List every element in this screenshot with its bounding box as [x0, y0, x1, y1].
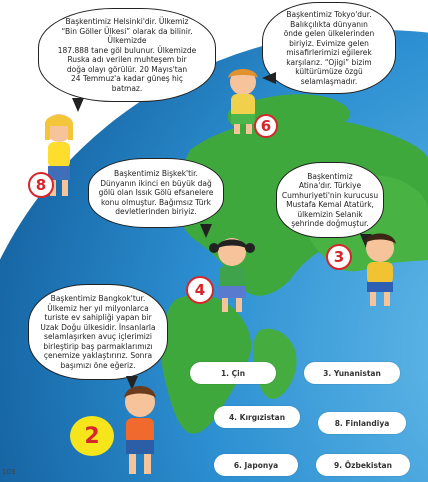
option-kyrgyzstan[interactable] — [214, 406, 300, 428]
option-kyrgyzstan-label: 4. Kırgızistan — [228, 412, 286, 422]
option-greece-label: 3. Yunanistan — [323, 368, 381, 378]
number-badge-4 — [186, 276, 214, 304]
speech-bubble-finland — [38, 8, 216, 102]
kid-figure-thailand — [110, 384, 170, 480]
option-china-label: 1. Çin — [220, 368, 246, 378]
bubble-text-japan: Başkentimiz Tokyo'dur. Balıkçılıkta dünyanın önde gelen ülkelerinden biriyiz. Evimize gelen misafirlerimizi eğilerek karşılarız. “Ojigi” bizim kültürümüze özgü selamlaşmadır. — [283, 10, 375, 86]
bubble-text-finland: Başkentimiz Helsinki'dir. Ülkemiz “Bin Göller Ülkesi” olarak da bilinir. Ülkemizde 187.888 tane göl bulunur. Ülkemizde Ruska adı verilen muhteşem bir doğa olayı görülür. 20 Mayıs'tan 24 Temmuz'a kadar güneş hiç batmaz. — [57, 17, 197, 93]
number-badge-6 — [254, 114, 278, 138]
option-japan-label: 6. Japonya — [233, 460, 279, 470]
number-4-label: 4 — [194, 281, 206, 299]
number-badge-3 — [326, 244, 352, 270]
option-finland[interactable] — [318, 412, 406, 434]
option-finland-label: 8. Finlandiya — [334, 418, 390, 428]
bubble-text-kyrgyzstan: Başkentimiz Bişkek'tir. Dünyanın ikinci en büyük dağ gölü olan Issık Gölü efsanelere konu olmuştur. Bağımsız Türk devletlerinden biriyiz. — [98, 169, 214, 217]
bubble-text-greece: Başkentimiz Atina'dır. Türkiye Cumhuriyeti'nin kurucusu Mustafa Kemal Atatürk, ülkemizin Selanik şehrinde doğmuştur. — [281, 171, 379, 228]
kid-figure-kyrgyzstan — [204, 236, 260, 316]
page-number: 103 — [2, 468, 16, 476]
speech-bubble-greece — [276, 162, 384, 238]
kid-figure-greece — [350, 232, 410, 312]
number-2-label: 2 — [84, 423, 100, 449]
number-badge-2 — [70, 416, 114, 456]
number-8-label: 8 — [35, 176, 47, 194]
speech-bubble-japan — [262, 2, 396, 94]
speech-bubble-thailand — [28, 284, 168, 380]
speech-bubble-kyrgyzstan — [88, 158, 224, 228]
option-uzbekistan[interactable] — [316, 454, 410, 476]
option-greece[interactable] — [304, 362, 400, 384]
number-3-label: 3 — [333, 248, 345, 266]
number-badge-8 — [28, 172, 54, 198]
number-6-label: 6 — [260, 117, 272, 135]
option-uzbekistan-label: 9. Özbekistan — [334, 460, 392, 470]
bubble-text-thailand: Başkentimiz Bangkok'tur. Ülkemiz her yıl milyonlarca turiste ev sahipliği yapan bir Uzak Doğu ülkesidir. İnsanlarla selamlaşırken avuç içlerimizi birleştirip baş parmaklarımızı çenemize yaklaştırırız. Sonra başımızı öne eğeriz. — [40, 294, 156, 370]
option-japan[interactable] — [214, 454, 298, 476]
option-china[interactable] — [190, 362, 276, 384]
